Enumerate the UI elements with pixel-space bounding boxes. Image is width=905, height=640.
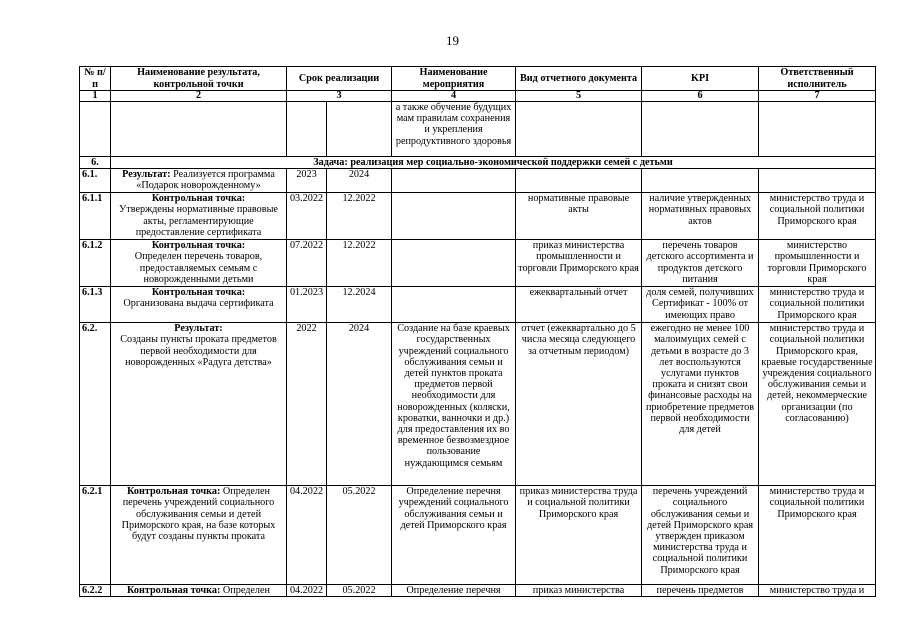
row-event: Создание на базе краевых государственных учреждений социального обслуживания семьи и детей пунктов проката предметов первой необходимости для новорожденных (коляски, кроватки, ванночки и др.) для предоставления их во временное безвозмездное пользование нуждающимся семьям: [392, 323, 516, 486]
row-executor: министерство промышленности и торговли Приморского края: [759, 240, 876, 287]
table-row: [80, 193, 876, 240]
row-report: приказ министерства труда и социальной политики Приморского края: [516, 486, 642, 585]
row-result: [111, 323, 287, 486]
row-executor: министерство труда и социальной политики Приморского края: [759, 193, 876, 240]
col-number: 5: [516, 91, 642, 102]
row-kpi: перечень учреждений социального обслуживания семьи и детей Приморского края утвержден приказом министерства труда и социальной политики Приморского края: [642, 486, 759, 585]
continued-row: [80, 102, 876, 157]
row-kpi: перечень предметов: [642, 585, 759, 597]
row-start: 03.2022: [287, 193, 327, 240]
row-start: 07.2022: [287, 240, 327, 287]
column-number-row: [80, 91, 876, 102]
row-label: Контрольная точка:: [127, 585, 221, 597]
row-event: [392, 287, 516, 323]
row-kpi: ежегодно не менее 100 малоимущих семей с детьми в возрасте до 3 лет воспользуются услугами пунктов проката и снизят свои финансовые расходы на приобретение предметов первой необходимости для детей: [642, 323, 759, 486]
row-title: Реализуется программа «Подарок новорожденному»: [136, 169, 275, 192]
row-kpi: наличие утвержденных нормативных правовых актов: [642, 193, 759, 240]
row-start: 04.2022: [287, 585, 327, 597]
row-kpi: [642, 169, 759, 193]
row-report: [516, 169, 642, 193]
row-num: 6.1.3: [80, 287, 111, 323]
row-report: ежеквартальный отчет: [516, 287, 642, 323]
row-kpi: доля семей, получивших Сертификат - 100% от имеющих право: [642, 287, 759, 323]
page-number: 19: [446, 33, 459, 48]
table-row: [80, 323, 876, 486]
header-num: № п/п: [80, 67, 111, 91]
row-end: 05.2022: [327, 585, 392, 597]
row-event: Определение перечня учреждений социального обслуживания семьи и детей Приморского края: [392, 486, 516, 585]
row-report: отчет (ежеквартально до 5 числа месяца следующего за отчетным периодом): [516, 323, 642, 486]
header-kpi: KPI: [642, 67, 759, 91]
table-row: [80, 240, 876, 287]
row-report: нормативные правовые акты: [516, 193, 642, 240]
row-start: 04.2022: [287, 486, 327, 585]
col-number: 2: [111, 91, 287, 102]
header-event: Наименование мероприятия: [392, 67, 516, 91]
row-num: 6.2.2: [80, 585, 111, 597]
row-num: 6.2.1: [80, 486, 111, 585]
row-label: Результат:: [174, 323, 223, 335]
row-title: Определен перечень учреждений социального обслуживания семьи и детей Приморского края, на базе которых будут созданы пункты проката: [121, 486, 276, 543]
row-report: приказ министерства промышленности и торговли Приморского края: [516, 240, 642, 287]
row-end: 12.2022: [327, 240, 392, 287]
row-title: Определен перечень товаров, предоставляемых семьям с новорожденными детьми: [134, 251, 263, 285]
row-executor: министерство труда и социальной политики Приморского края: [759, 486, 876, 585]
row-start: 2023: [287, 169, 327, 193]
row-start: 01.2023: [287, 287, 327, 323]
row-event: [392, 193, 516, 240]
task-num: 6.: [80, 157, 111, 169]
row-executor: министерство труда и социальной политики Приморского края, краевые государственные учреждения социального обслуживания семьи и детей, некоммерческие организации (по согласованию): [759, 323, 876, 486]
row-end: 2024: [327, 323, 392, 486]
row-result: [111, 287, 287, 323]
row-result: [111, 240, 287, 287]
task-title: Задача: реализация мер социально-экономической поддержки семей с детьми: [111, 157, 876, 169]
row-title: Организована выдача сертификата: [123, 298, 274, 310]
continued-event-cell: а также обучение будущих мам правилам сохранения и укрепления репродуктивного здоровья: [392, 102, 516, 157]
row-event: [392, 169, 516, 193]
row-executor: [759, 169, 876, 193]
row-result: [111, 193, 287, 240]
header-result: Наименование результата, контрольной точки: [111, 67, 287, 91]
table-row: [80, 486, 876, 585]
row-result: [111, 585, 287, 597]
row-end: 12.2024: [327, 287, 392, 323]
row-event: [392, 240, 516, 287]
col-number: 1: [80, 91, 111, 102]
header-report: Вид отчетного документа: [516, 67, 642, 91]
table-row: [80, 287, 876, 323]
row-start: 2022: [287, 323, 327, 486]
row-executor: министерство труда и социальной политики Приморского края: [759, 287, 876, 323]
header-executor: Ответственный исполнитель: [759, 67, 876, 91]
row-result: [111, 169, 287, 193]
row-report: приказ министерства: [516, 585, 642, 597]
header-period: Срок реализации: [287, 67, 392, 91]
row-end: 12.2022: [327, 193, 392, 240]
row-end: 2024: [327, 169, 392, 193]
col-number: 6: [642, 91, 759, 102]
col-number: 4: [392, 91, 516, 102]
row-label: Контрольная точка:: [151, 193, 246, 205]
row-label: Контрольная точка:: [151, 287, 246, 299]
table-row: [80, 585, 876, 597]
row-num: 6.1.: [80, 169, 111, 193]
row-title: Утверждены нормативные правовые акты, регламентирующие предоставление сертификата: [119, 204, 278, 238]
row-title: Определен: [222, 585, 270, 597]
task-row: [80, 157, 876, 169]
row-title: Созданы пункты проката предметов первой необходимости для новорожденных «Радуга детства»: [120, 334, 277, 368]
row-label: Контрольная точка:: [127, 486, 221, 498]
row-label: Результат:: [122, 169, 171, 181]
plan-table: [79, 66, 876, 597]
row-event: Определение перечня: [392, 585, 516, 597]
col-number: 7: [759, 91, 876, 102]
row-label: Контрольная точка:: [151, 240, 246, 252]
header-row: [80, 67, 876, 91]
table-row: [80, 169, 876, 193]
row-num: 6.2.: [80, 323, 111, 486]
col-number: 3: [287, 91, 392, 102]
row-num: 6.1.1: [80, 193, 111, 240]
row-executor: министерство труда и: [759, 585, 876, 597]
row-num: 6.1.2: [80, 240, 111, 287]
row-end: 05.2022: [327, 486, 392, 585]
row-kpi: перечень товаров детского ассортимента и продуктов детского питания: [642, 240, 759, 287]
row-result: [111, 486, 287, 585]
